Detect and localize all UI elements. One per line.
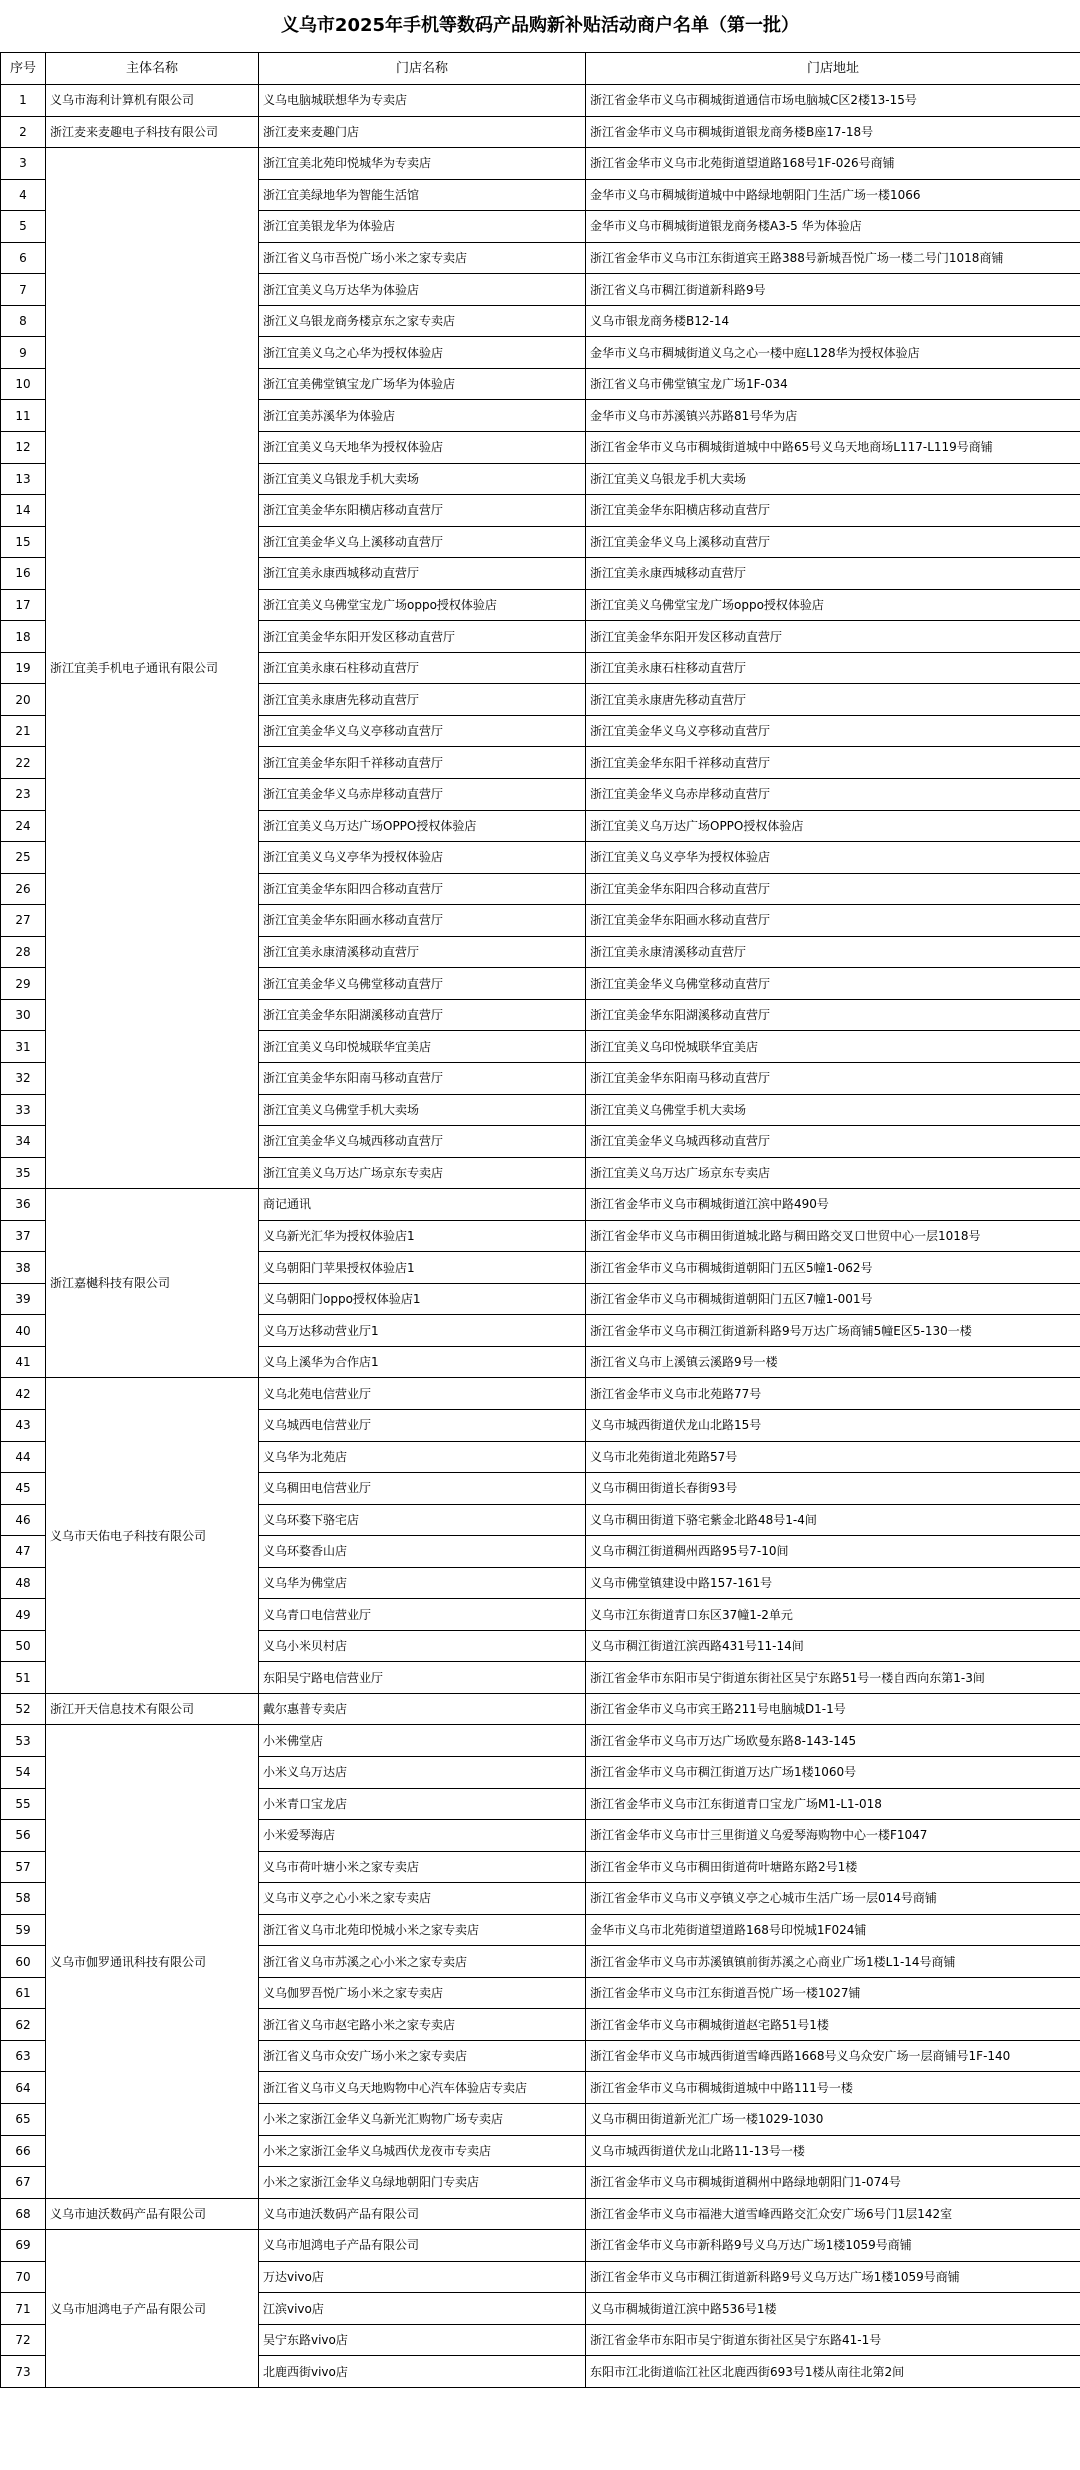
store-address: 浙江省义乌市上溪镇云溪路9号一楼 — [586, 1346, 1080, 1378]
row-number: 69 — [1, 2230, 46, 2262]
row-number: 27 — [1, 905, 46, 937]
row-number: 37 — [1, 1220, 46, 1252]
row-number: 39 — [1, 1283, 46, 1315]
store-address: 浙江宜美金华东阳画水移动直营厅 — [586, 905, 1080, 937]
row-number: 63 — [1, 2040, 46, 2072]
row-number: 30 — [1, 999, 46, 1031]
store-name: 小米义乌万达店 — [259, 1756, 586, 1788]
store-address: 义乌市城西街道伏龙山北路15号 — [586, 1409, 1080, 1441]
store-address: 金华市义乌市稠城街道银龙商务楼A3-5 华为体验店 — [586, 211, 1080, 243]
row-number: 65 — [1, 2104, 46, 2136]
store-address: 浙江省金华市义乌市宾王路211号电脑城D1-1号 — [586, 1693, 1080, 1725]
store-name: 万达vivo店 — [259, 2261, 586, 2293]
store-name: 浙江宜美金华义乌佛堂移动直营厅 — [259, 968, 586, 1000]
store-name: 浙江宜美金华东阳南马移动直营厅 — [259, 1062, 586, 1094]
row-number: 43 — [1, 1409, 46, 1441]
store-address: 义乌市佛堂镇建设中路157-161号 — [586, 1567, 1080, 1599]
row-number: 22 — [1, 747, 46, 779]
table-row — [1, 2230, 1080, 2262]
store-name: 浙江省义乌市吾悦广场小米之家专卖店 — [259, 242, 586, 274]
store-address: 浙江宜美义乌万达广场OPPO授权体验店 — [586, 810, 1080, 842]
row-number: 19 — [1, 652, 46, 684]
table-row — [1, 148, 1080, 180]
row-number: 32 — [1, 1062, 46, 1094]
row-number: 7 — [1, 274, 46, 306]
store-address: 浙江省金华市义乌市稠城街道城中中路111号一楼 — [586, 2072, 1080, 2104]
row-number: 50 — [1, 1630, 46, 1662]
store-address: 义乌市稠田街道新光汇广场一楼1029-1030 — [586, 2104, 1080, 2136]
store-name: 浙江宜美义乌义亭华为授权体验店 — [259, 842, 586, 874]
row-number: 71 — [1, 2293, 46, 2325]
subject-name: 浙江嘉樾科技有限公司 — [46, 1189, 259, 1378]
store-name: 义乌朝阳门苹果授权体验店1 — [259, 1252, 586, 1284]
store-name: 浙江宜美义乌佛堂手机大卖场 — [259, 1094, 586, 1126]
row-number: 41 — [1, 1346, 46, 1378]
store-address: 浙江省金华市义乌市义亭镇义亭之心城市生活广场一层014号商铺 — [586, 1883, 1080, 1915]
row-number: 14 — [1, 495, 46, 527]
row-number: 4 — [1, 179, 46, 211]
row-number: 62 — [1, 2009, 46, 2041]
row-number: 5 — [1, 211, 46, 243]
store-name: 义乌市荷叶塘小米之家专卖店 — [259, 1851, 586, 1883]
store-address: 义乌市北苑街道北苑路57号 — [586, 1441, 1080, 1473]
subject-name: 义乌市伽罗通讯科技有限公司 — [46, 1725, 259, 2198]
store-address: 浙江省金华市义乌市稠城街道银龙商务楼B座17-18号 — [586, 116, 1080, 148]
store-address: 浙江宜美义乌银龙手机大卖场 — [586, 463, 1080, 495]
store-name: 义乌城西电信营业厅 — [259, 1409, 586, 1441]
store-address: 浙江省金华市义乌市稠江街道新科路9号万达广场商铺5幢E区5-130一楼 — [586, 1315, 1080, 1347]
subject-name: 浙江宜美手机电子通讯有限公司 — [46, 148, 259, 1189]
row-number: 29 — [1, 968, 46, 1000]
table-row — [1, 116, 1080, 148]
store-name: 浙江宜美金华东阳横店移动直营厅 — [259, 495, 586, 527]
store-address: 浙江省义乌市稠江街道新科路9号 — [586, 274, 1080, 306]
row-number: 57 — [1, 1851, 46, 1883]
store-address: 浙江省金华市义乌市稠江街道新科路9号义乌万达广场1楼1059号商铺 — [586, 2261, 1080, 2293]
store-name: 吴宁东路vivo店 — [259, 2324, 586, 2356]
store-name: 浙江宜美佛堂镇宝龙广场华为体验店 — [259, 368, 586, 400]
store-address: 浙江省金华市义乌市稠城街道江滨中路490号 — [586, 1189, 1080, 1221]
row-number: 10 — [1, 368, 46, 400]
store-name: 义乌新光汇华为授权体验店1 — [259, 1220, 586, 1252]
store-address: 金华市义乌市北苑街道望道路168号印悦城1F024铺 — [586, 1914, 1080, 1946]
subject-name: 义乌市迪沃数码产品有限公司 — [46, 2198, 259, 2230]
row-number: 61 — [1, 1977, 46, 2009]
store-name: 浙江宜美银龙华为体验店 — [259, 211, 586, 243]
store-address: 浙江宜美永康西城移动直营厅 — [586, 558, 1080, 590]
row-number: 28 — [1, 936, 46, 968]
row-number: 68 — [1, 2198, 46, 2230]
row-number: 70 — [1, 2261, 46, 2293]
row-number: 17 — [1, 589, 46, 621]
store-address: 浙江省金华市东阳市吴宁街道东街社区吴宁东路51号一楼自西向东第1-3间 — [586, 1662, 1080, 1694]
store-name: 浙江宜美绿地华为智能生活馆 — [259, 179, 586, 211]
store-address: 浙江省金华市义乌市万达广场欧曼东路8-143-145 — [586, 1725, 1080, 1757]
store-address: 浙江宜美金华义乌赤岸移动直营厅 — [586, 779, 1080, 811]
store-address: 浙江省金华市东阳市吴宁街道东街社区吴宁东路41-1号 — [586, 2324, 1080, 2356]
store-address: 浙江宜美金华东阳四合移动直营厅 — [586, 873, 1080, 905]
store-name: 浙江宜美金华东阳湖溪移动直营厅 — [259, 999, 586, 1031]
row-number: 55 — [1, 1788, 46, 1820]
row-number: 67 — [1, 2167, 46, 2199]
header-row — [1, 53, 1080, 85]
table-row — [1, 1189, 1080, 1221]
store-address: 浙江宜美金华东阳千祥移动直营厅 — [586, 747, 1080, 779]
store-address: 浙江宜美义乌义亭华为授权体验店 — [586, 842, 1080, 874]
store-name: 义乌市义亭之心小米之家专卖店 — [259, 1883, 586, 1915]
store-address: 东阳市江北街道临江社区北鹿西街693号1楼从南往北第2间 — [586, 2356, 1080, 2388]
store-address: 浙江省金华市义乌市江东街道宾王路388号新城吾悦广场一楼二号门1018商铺 — [586, 242, 1080, 274]
row-number: 25 — [1, 842, 46, 874]
row-number: 21 — [1, 715, 46, 747]
store-name: 义乌电脑城联想华为专卖店 — [259, 85, 586, 117]
header-subject: 主体名称 — [46, 53, 259, 85]
row-number: 36 — [1, 1189, 46, 1221]
store-address: 金华市义乌市稠城街道城中中路绿地朝阳门生活广场一楼1066 — [586, 179, 1080, 211]
store-address: 金华市义乌市苏溪镇兴苏路81号华为店 — [586, 400, 1080, 432]
store-address: 浙江省金华市义乌市稠城街道朝阳门五区7幢1-001号 — [586, 1283, 1080, 1315]
row-number: 42 — [1, 1378, 46, 1410]
store-name: 小米之家浙江金华义乌新光汇购物广场专卖店 — [259, 2104, 586, 2136]
store-address: 浙江宜美金华义乌上溪移动直营厅 — [586, 526, 1080, 558]
store-name: 浙江宜美金华东阳开发区移动直营厅 — [259, 621, 586, 653]
row-number: 66 — [1, 2135, 46, 2167]
store-name: 义乌稠田电信营业厅 — [259, 1473, 586, 1505]
store-name: 义乌市旭鸿电子产品有限公司 — [259, 2230, 586, 2262]
store-name: 浙江宜美金华义乌城西移动直营厅 — [259, 1126, 586, 1158]
row-number: 73 — [1, 2356, 46, 2388]
store-name: 小米之家浙江金华义乌绿地朝阳门专卖店 — [259, 2167, 586, 2199]
store-name: 义乌环婺香山店 — [259, 1536, 586, 1568]
row-number: 1 — [1, 85, 46, 117]
store-name: 浙江省义乌市众安广场小米之家专卖店 — [259, 2040, 586, 2072]
subject-name: 义乌市海利计算机有限公司 — [46, 85, 259, 117]
store-name: 浙江宜美义乌印悦城联华宜美店 — [259, 1031, 586, 1063]
header-no: 序号 — [1, 53, 46, 85]
store-address: 义乌市城西街道伏龙山北路11-13号一楼 — [586, 2135, 1080, 2167]
store-name: 浙江省义乌市赵宅路小米之家专卖店 — [259, 2009, 586, 2041]
table-row — [1, 1725, 1080, 1757]
store-address: 浙江省金华市义乌市城西街道雪峰西路1668号义乌众安广场一层商铺号1F-140 — [586, 2040, 1080, 2072]
row-number: 53 — [1, 1725, 46, 1757]
store-name: 浙江省义乌市苏溪之心小米之家专卖店 — [259, 1946, 586, 1978]
store-address: 浙江省义乌市佛堂镇宝龙广场1F-034 — [586, 368, 1080, 400]
row-number: 23 — [1, 779, 46, 811]
row-number: 44 — [1, 1441, 46, 1473]
store-address: 义乌市银龙商务楼B12-14 — [586, 305, 1080, 337]
row-number: 12 — [1, 432, 46, 464]
store-address: 浙江宜美永康清溪移动直营厅 — [586, 936, 1080, 968]
store-address: 浙江宜美金华义乌义亭移动直营厅 — [586, 715, 1080, 747]
store-address: 义乌市稠田街道下骆宅紫金北路48号1-4间 — [586, 1504, 1080, 1536]
store-name: 浙江宜美金华义乌上溪移动直营厅 — [259, 526, 586, 558]
row-number: 46 — [1, 1504, 46, 1536]
header-store: 门店名称 — [259, 53, 586, 85]
store-name: 浙江宜美义乌佛堂宝龙广场oppo授权体验店 — [259, 589, 586, 621]
store-name: 义乌伽罗吾悦广场小米之家专卖店 — [259, 1977, 586, 2009]
store-name: 浙江宜美金华义乌义亭移动直营厅 — [259, 715, 586, 747]
row-number: 51 — [1, 1662, 46, 1694]
store-address: 义乌市稠江街道江滨西路431号11-14间 — [586, 1630, 1080, 1662]
header-address: 门店地址 — [586, 53, 1080, 85]
store-name: 浙江省义乌市义乌天地购物中心汽车体验店专卖店 — [259, 2072, 586, 2104]
store-name: 小米青口宝龙店 — [259, 1788, 586, 1820]
row-number: 59 — [1, 1914, 46, 1946]
store-name: 浙江宜美义乌万达广场京东专卖店 — [259, 1157, 586, 1189]
store-name: 义乌环婺下骆宅店 — [259, 1504, 586, 1536]
store-address: 浙江省金华市义乌市稠城街道城中中路65号义乌天地商场L117-L119号商铺 — [586, 432, 1080, 464]
row-number: 15 — [1, 526, 46, 558]
store-name: 浙江义乌银龙商务楼京东之家专卖店 — [259, 305, 586, 337]
store-address: 浙江宜美金华东阳湖溪移动直营厅 — [586, 999, 1080, 1031]
document-title: 义乌市2025年手机等数码产品购新补贴活动商户名单（第一批） — [280, 15, 800, 36]
row-number: 13 — [1, 463, 46, 495]
store-address: 浙江宜美金华义乌城西移动直营厅 — [586, 1126, 1080, 1158]
store-address: 浙江宜美永康唐先移动直营厅 — [586, 684, 1080, 716]
store-address: 浙江省金华市义乌市稠城街道通信市场电脑城C区2楼13-15号 — [586, 85, 1080, 117]
row-number: 6 — [1, 242, 46, 274]
row-number: 49 — [1, 1599, 46, 1631]
store-name: 浙江宜美永康唐先移动直营厅 — [259, 684, 586, 716]
row-number: 26 — [1, 873, 46, 905]
store-name: 浙江省义乌市北苑印悦城小米之家专卖店 — [259, 1914, 586, 1946]
row-number: 56 — [1, 1820, 46, 1852]
row-number: 45 — [1, 1473, 46, 1505]
row-number: 48 — [1, 1567, 46, 1599]
store-name: 浙江麦来麦趣门店 — [259, 116, 586, 148]
table-row — [1, 85, 1080, 117]
store-name: 戴尔惠普专卖店 — [259, 1693, 586, 1725]
store-name: 义乌上溪华为合作店1 — [259, 1346, 586, 1378]
store-name: 义乌北苑电信营业厅 — [259, 1378, 586, 1410]
store-name: 义乌青口电信营业厅 — [259, 1599, 586, 1631]
store-address: 浙江省金华市义乌市苏溪镇镇前街苏溪之心商业广场1楼L1-14号商铺 — [586, 1946, 1080, 1978]
store-address: 浙江省金华市义乌市北苑路77号 — [586, 1378, 1080, 1410]
store-address: 浙江省金华市义乌市江东街道青口宝龙广场M1-L1-018 — [586, 1788, 1080, 1820]
row-number: 20 — [1, 684, 46, 716]
store-name: 义乌万达移动营业厅1 — [259, 1315, 586, 1347]
store-address: 浙江省金华市义乌市北苑街道望道路168号1F-026号商铺 — [586, 148, 1080, 180]
row-number: 9 — [1, 337, 46, 369]
store-name: 浙江宜美义乌万达广场OPPO授权体验店 — [259, 810, 586, 842]
table-row — [1, 1378, 1080, 1410]
store-address: 金华市义乌市稠城街道义乌之心一楼中庭L128华为授权体验店 — [586, 337, 1080, 369]
store-name: 江滨vivo店 — [259, 2293, 586, 2325]
store-name: 浙江宜美义乌天地华为授权体验店 — [259, 432, 586, 464]
store-name: 东阳吴宁路电信营业厅 — [259, 1662, 586, 1694]
store-address: 义乌市稠城街道江滨中路536号1楼 — [586, 2293, 1080, 2325]
store-name: 浙江宜美永康西城移动直营厅 — [259, 558, 586, 590]
store-address: 浙江省金华市义乌市稠城街道朝阳门五区5幢1-062号 — [586, 1252, 1080, 1284]
store-name: 北鹿西街vivo店 — [259, 2356, 586, 2388]
row-number: 35 — [1, 1157, 46, 1189]
store-name: 小米之家浙江金华义乌城西伏龙夜市专卖店 — [259, 2135, 586, 2167]
store-address: 浙江省金华市义乌市福港大道雪峰西路交汇众安广场6号门1层142室 — [586, 2198, 1080, 2230]
row-number: 72 — [1, 2324, 46, 2356]
store-address: 浙江省金华市义乌市稠城街道稠州中路绿地朝阳门1-074号 — [586, 2167, 1080, 2199]
store-address: 浙江省金华市义乌市廿三里街道义乌爱琴海购物中心一楼F1047 — [586, 1820, 1080, 1852]
row-number: 3 — [1, 148, 46, 180]
store-address: 浙江省金华市义乌市新科路9号义乌万达广场1楼1059号商铺 — [586, 2230, 1080, 2262]
subject-name: 浙江麦来麦趣电子科技有限公司 — [46, 116, 259, 148]
store-address: 浙江宜美义乌佛堂宝龙广场oppo授权体验店 — [586, 589, 1080, 621]
row-number: 40 — [1, 1315, 46, 1347]
row-number: 31 — [1, 1031, 46, 1063]
store-name: 义乌小米贝村店 — [259, 1630, 586, 1662]
row-number: 34 — [1, 1126, 46, 1158]
store-address: 浙江省金华市义乌市江东街道吾悦广场一楼1027铺 — [586, 1977, 1080, 2009]
store-name: 浙江宜美金华义乌赤岸移动直营厅 — [259, 779, 586, 811]
store-name: 浙江宜美金华东阳四合移动直营厅 — [259, 873, 586, 905]
store-name: 浙江宜美义乌银龙手机大卖场 — [259, 463, 586, 495]
row-number: 58 — [1, 1883, 46, 1915]
store-name: 义乌朝阳门oppo授权体验店1 — [259, 1283, 586, 1315]
store-name: 浙江宜美永康石柱移动直营厅 — [259, 652, 586, 684]
store-name: 浙江宜美金华东阳千祥移动直营厅 — [259, 747, 586, 779]
store-name: 商记通讯 — [259, 1189, 586, 1221]
row-number: 38 — [1, 1252, 46, 1284]
store-address: 浙江宜美金华东阳横店移动直营厅 — [586, 495, 1080, 527]
subject-name: 浙江开天信息技术有限公司 — [46, 1693, 259, 1725]
store-address: 浙江省金华市义乌市稠江街道万达广场1楼1060号 — [586, 1756, 1080, 1788]
row-number: 52 — [1, 1693, 46, 1725]
store-name: 浙江宜美义乌万达华为体验店 — [259, 274, 586, 306]
store-name: 浙江宜美金华东阳画水移动直营厅 — [259, 905, 586, 937]
store-address: 浙江宜美金华义乌佛堂移动直营厅 — [586, 968, 1080, 1000]
store-address: 浙江省金华市义乌市稠城街道赵宅路51号1楼 — [586, 2009, 1080, 2041]
store-address: 浙江宜美义乌万达广场京东专卖店 — [586, 1157, 1080, 1189]
store-address: 浙江宜美金华东阳南马移动直营厅 — [586, 1062, 1080, 1094]
store-address: 浙江省金华市义乌市稠田街道城北路与稠田路交叉口世贸中心一层1018号 — [586, 1220, 1080, 1252]
store-name: 浙江宜美义乌之心华为授权体验店 — [259, 337, 586, 369]
store-address: 浙江宜美义乌印悦城联华宜美店 — [586, 1031, 1080, 1063]
row-number: 47 — [1, 1536, 46, 1568]
table-row — [1, 1693, 1080, 1725]
row-number: 11 — [1, 400, 46, 432]
row-number: 2 — [1, 116, 46, 148]
row-number: 33 — [1, 1094, 46, 1126]
row-number: 60 — [1, 1946, 46, 1978]
row-number: 18 — [1, 621, 46, 653]
store-name: 义乌华为佛堂店 — [259, 1567, 586, 1599]
row-number: 54 — [1, 1756, 46, 1788]
store-address: 义乌市稠江街道稠州西路95号7-10间 — [586, 1536, 1080, 1568]
store-name: 小米佛堂店 — [259, 1725, 586, 1757]
subject-name: 义乌市旭鸿电子产品有限公司 — [46, 2230, 259, 2388]
store-address: 义乌市稠田街道长春街93号 — [586, 1473, 1080, 1505]
row-number: 8 — [1, 305, 46, 337]
row-number: 16 — [1, 558, 46, 590]
merchant-table — [0, 52, 1080, 2388]
row-number: 64 — [1, 2072, 46, 2104]
store-name: 浙江宜美苏溪华为体验店 — [259, 400, 586, 432]
store-name: 浙江宜美永康清溪移动直营厅 — [259, 936, 586, 968]
table-row — [1, 2198, 1080, 2230]
subject-name: 义乌市天佑电子科技有限公司 — [46, 1378, 259, 1693]
store-name: 浙江宜美北苑印悦城华为专卖店 — [259, 148, 586, 180]
store-address: 浙江宜美永康石柱移动直营厅 — [586, 652, 1080, 684]
store-address: 浙江宜美义乌佛堂手机大卖场 — [586, 1094, 1080, 1126]
store-name: 小米爱琴海店 — [259, 1820, 586, 1852]
store-name: 义乌市迪沃数码产品有限公司 — [259, 2198, 586, 2230]
store-name: 义乌华为北苑店 — [259, 1441, 586, 1473]
row-number: 24 — [1, 810, 46, 842]
store-address: 义乌市江东街道青口东区37幢1-2单元 — [586, 1599, 1080, 1631]
store-address: 浙江省金华市义乌市稠田街道荷叶塘路东路2号1楼 — [586, 1851, 1080, 1883]
store-address: 浙江宜美金华东阳开发区移动直营厅 — [586, 621, 1080, 653]
table-body — [1, 85, 1080, 2388]
